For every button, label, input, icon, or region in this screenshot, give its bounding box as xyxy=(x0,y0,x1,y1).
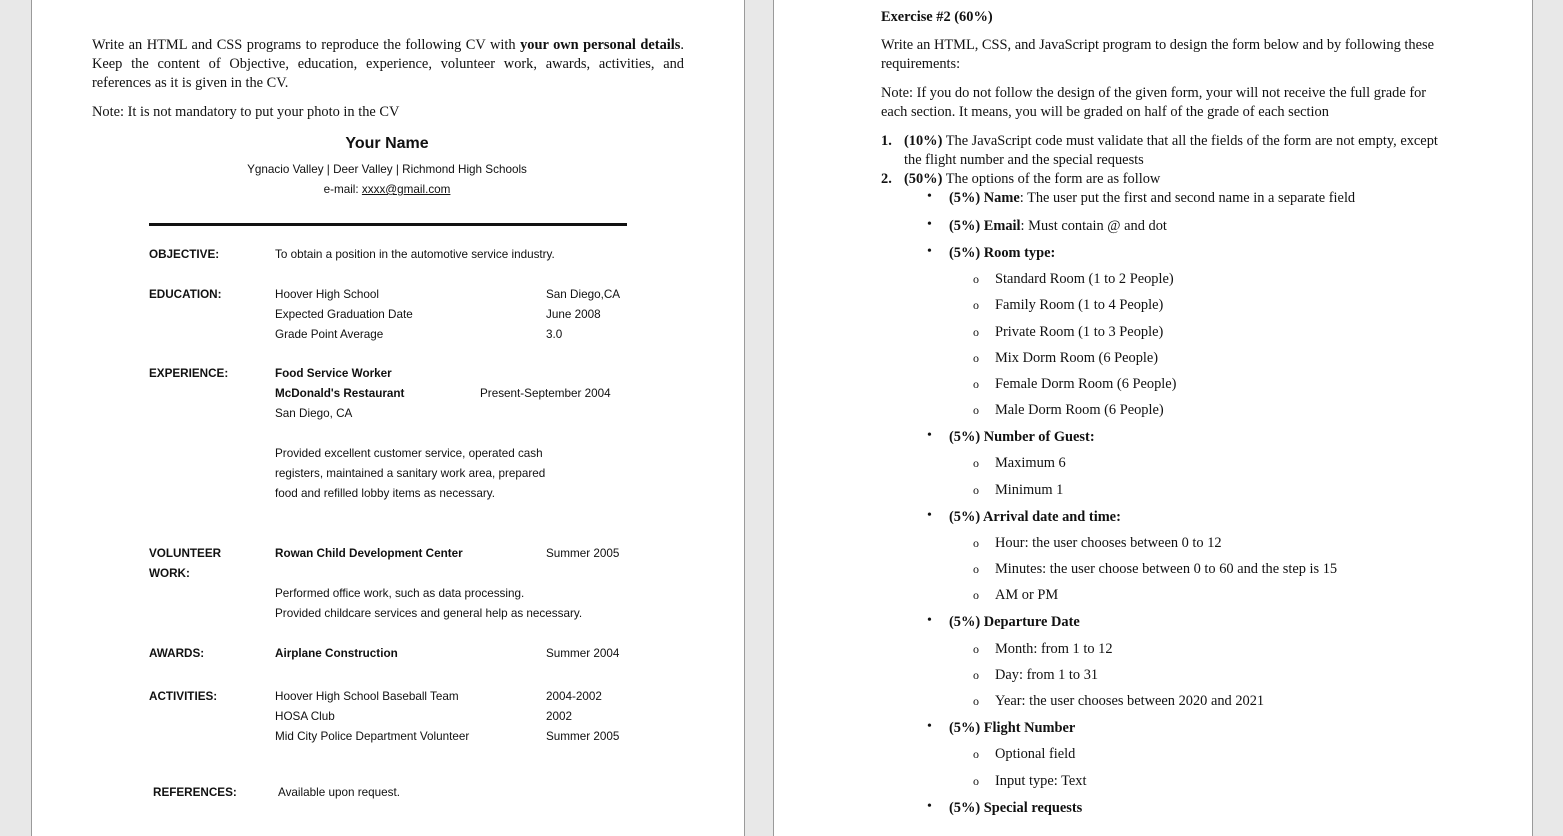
right-document-page xyxy=(773,0,1533,836)
cv-instructions xyxy=(92,36,684,93)
departure-option: Day: from 1 to 31 xyxy=(995,667,1099,683)
arrival-option: AM or PM xyxy=(995,587,1059,603)
cv-divider xyxy=(149,223,627,226)
activity-date: 2004-2002 xyxy=(546,690,602,703)
req-name-text: : The user put the first and second name in a separate field xyxy=(1019,190,1356,206)
references-label: REFERENCES: xyxy=(153,786,237,799)
req-special: (5%) Special requests xyxy=(949,800,1083,816)
education-location: San Diego,CA xyxy=(546,288,621,301)
circle-bullet-icon: o xyxy=(973,562,979,576)
circle-bullet-icon: o xyxy=(973,456,979,470)
exercise-note-2: each section. It means, you will be graded on half of the grade of each section xyxy=(881,104,1329,120)
cv-name: Your Name xyxy=(345,135,429,152)
activity-date: Summer 2005 xyxy=(546,730,620,743)
left-document-page xyxy=(31,0,745,836)
bullet-icon: • xyxy=(927,217,932,232)
guest-option: Minimum 1 xyxy=(995,482,1064,498)
item-2-desc: The options of the form are as follow xyxy=(942,171,1161,187)
experience-employer: McDonald's Restaurant xyxy=(275,387,405,400)
education-gpa-value: 3.0 xyxy=(546,328,563,341)
instruction-bold-details: details xyxy=(640,37,681,53)
departure-option: Month: from 1 to 12 xyxy=(995,641,1113,657)
req-arrival: (5%) Arrival date and time: xyxy=(949,509,1121,525)
item-2-number: 2. xyxy=(881,171,892,187)
education-graduation-date: June 2008 xyxy=(546,308,601,321)
activity-item: HOSA Club xyxy=(275,710,335,723)
circle-bullet-icon: o xyxy=(973,642,979,656)
req-guests: (5%) Number of Guest: xyxy=(949,429,1095,445)
volunteer-desc-line: Provided childcare services and general help as necessary. xyxy=(275,607,583,620)
req-email xyxy=(949,217,1167,236)
exercise-intro: Write an HTML, CSS, and JavaScript program to design the form below and by following these xyxy=(881,37,1434,53)
room-option: Male Dorm Room (6 People) xyxy=(995,402,1164,418)
circle-bullet-icon: o xyxy=(973,351,979,365)
room-option: Female Dorm Room (6 People) xyxy=(995,376,1177,392)
cv-schools: Ygnacio Valley | Deer Valley | Richmond High Schools xyxy=(247,163,527,176)
instruction-text-2: . Keep the content of Objective, education, experience, volunteer work, awards, activities, xyxy=(92,37,684,72)
item-2-text xyxy=(904,170,1160,189)
activity-item: Hoover High School Baseball Team xyxy=(275,690,459,703)
awards-label: AWARDS: xyxy=(149,647,205,660)
arrival-option: Minutes: the user choose between 0 to 60 and the step is 15 xyxy=(995,561,1338,577)
volunteer-desc-line: Performed office work, such as data processing. xyxy=(275,587,525,600)
circle-bullet-icon: o xyxy=(973,668,979,682)
bullet-icon: • xyxy=(927,244,932,259)
room-option: Family Room (1 to 4 People) xyxy=(995,297,1164,313)
references-text: Available upon request. xyxy=(278,786,400,799)
bullet-icon: • xyxy=(927,613,932,628)
circle-bullet-icon: o xyxy=(973,774,979,788)
exercise-intro-2: requirements: xyxy=(881,56,961,72)
bullet-icon: • xyxy=(927,428,932,443)
req-room-type: (5%) Room type: xyxy=(949,245,1056,261)
circle-bullet-icon: o xyxy=(973,483,979,497)
bullet-icon: • xyxy=(927,189,932,204)
email-link[interactable]: xxxx@gmail.com xyxy=(361,183,451,196)
activities-label: ACTIVITIES: xyxy=(149,690,218,703)
experience-desc-line: registers, maintained a sanitary work area, prepared xyxy=(275,467,546,480)
education-gpa: Grade Point Average xyxy=(275,328,384,341)
req-email-label: (5%) Email xyxy=(949,218,1021,234)
room-option: Standard Room (1 to 2 People) xyxy=(995,271,1174,287)
flight-option: Optional field xyxy=(995,746,1076,762)
bullet-icon: • xyxy=(927,508,932,523)
bullet-icon: • xyxy=(927,719,932,734)
education-label: EDUCATION: xyxy=(149,288,222,301)
photo-note: Note: It is not mandatory to put your photo in the CV xyxy=(92,104,400,120)
item-1-number: 1. xyxy=(881,133,892,149)
education-graduation: Expected Graduation Date xyxy=(275,308,413,321)
circle-bullet-icon: o xyxy=(973,325,979,339)
email-label: e-mail: xyxy=(323,183,362,196)
circle-bullet-icon: o xyxy=(973,403,979,417)
circle-bullet-icon: o xyxy=(973,536,979,550)
activity-item: Mid City Police Department Volunteer xyxy=(275,730,470,743)
award-name: Airplane Construction xyxy=(275,647,398,660)
instruction-text: Write an HTML and CSS programs to reproduce the following CV with xyxy=(92,37,521,53)
item-1-text xyxy=(904,132,1438,151)
objective-label: OBJECTIVE: xyxy=(149,248,220,261)
departure-option: Year: the user chooses between 2020 and 2021 xyxy=(995,693,1265,709)
cv-email-line xyxy=(32,183,742,196)
exercise-title: Exercise #2 (60%) xyxy=(881,9,993,25)
volunteer-label: VOLUNTEER xyxy=(149,547,222,560)
experience-title: Food Service Worker xyxy=(275,367,392,380)
volunteer-org: Rowan Child Development Center xyxy=(275,547,463,560)
objective-text: To obtain a position in the automotive service industry. xyxy=(275,248,555,261)
bullet-icon: • xyxy=(927,799,932,814)
room-option: Mix Dorm Room (6 People) xyxy=(995,350,1159,366)
circle-bullet-icon: o xyxy=(973,272,979,286)
req-email-text: : Must contain @ and dot xyxy=(1020,218,1167,234)
award-date: Summer 2004 xyxy=(546,647,620,660)
req-flight: (5%) Flight Number xyxy=(949,720,1076,736)
room-option: Private Room (1 to 3 People) xyxy=(995,324,1164,340)
circle-bullet-icon: o xyxy=(973,377,979,391)
req-name-label: (5%) Name xyxy=(949,190,1020,206)
flight-option: Input type: Text xyxy=(995,773,1087,789)
circle-bullet-icon: o xyxy=(973,588,979,602)
experience-desc-line: Provided excellent customer service, operated cash xyxy=(275,447,543,460)
item-1-text-2: the flight number and the special requests xyxy=(904,152,1144,168)
experience-label: EXPERIENCE: xyxy=(149,367,229,380)
item-2-weight: (50%) xyxy=(904,171,943,187)
circle-bullet-icon: o xyxy=(973,747,979,761)
item-1-desc: The JavaScript code must validate that all the fields of the form are not empty, except xyxy=(942,133,1438,149)
circle-bullet-icon: o xyxy=(973,694,979,708)
experience-location: San Diego, CA xyxy=(275,407,353,420)
circle-bullet-icon: o xyxy=(973,298,979,312)
item-1-weight: (10%) xyxy=(904,133,943,149)
volunteer-label-work: WORK: xyxy=(149,567,190,580)
experience-dates: Present-September 2004 xyxy=(480,387,611,400)
arrival-option: Hour: the user chooses between 0 to 12 xyxy=(995,535,1222,551)
req-name xyxy=(949,189,1355,208)
exercise-note: Note: If you do not follow the design of the given form, your will not receive the full grade for xyxy=(881,85,1427,101)
guest-option: Maximum 6 xyxy=(995,455,1066,471)
req-departure: (5%) Departure Date xyxy=(949,614,1080,630)
instruction-text-3: and references as it is given in the CV. xyxy=(92,56,684,91)
education-school: Hoover High School xyxy=(275,288,379,301)
instruction-bold: your own personal xyxy=(520,37,636,53)
activity-date: 2002 xyxy=(546,710,573,723)
volunteer-date: Summer 2005 xyxy=(546,547,620,560)
experience-desc-line: food and refilled lobby items as necessary. xyxy=(275,487,496,500)
